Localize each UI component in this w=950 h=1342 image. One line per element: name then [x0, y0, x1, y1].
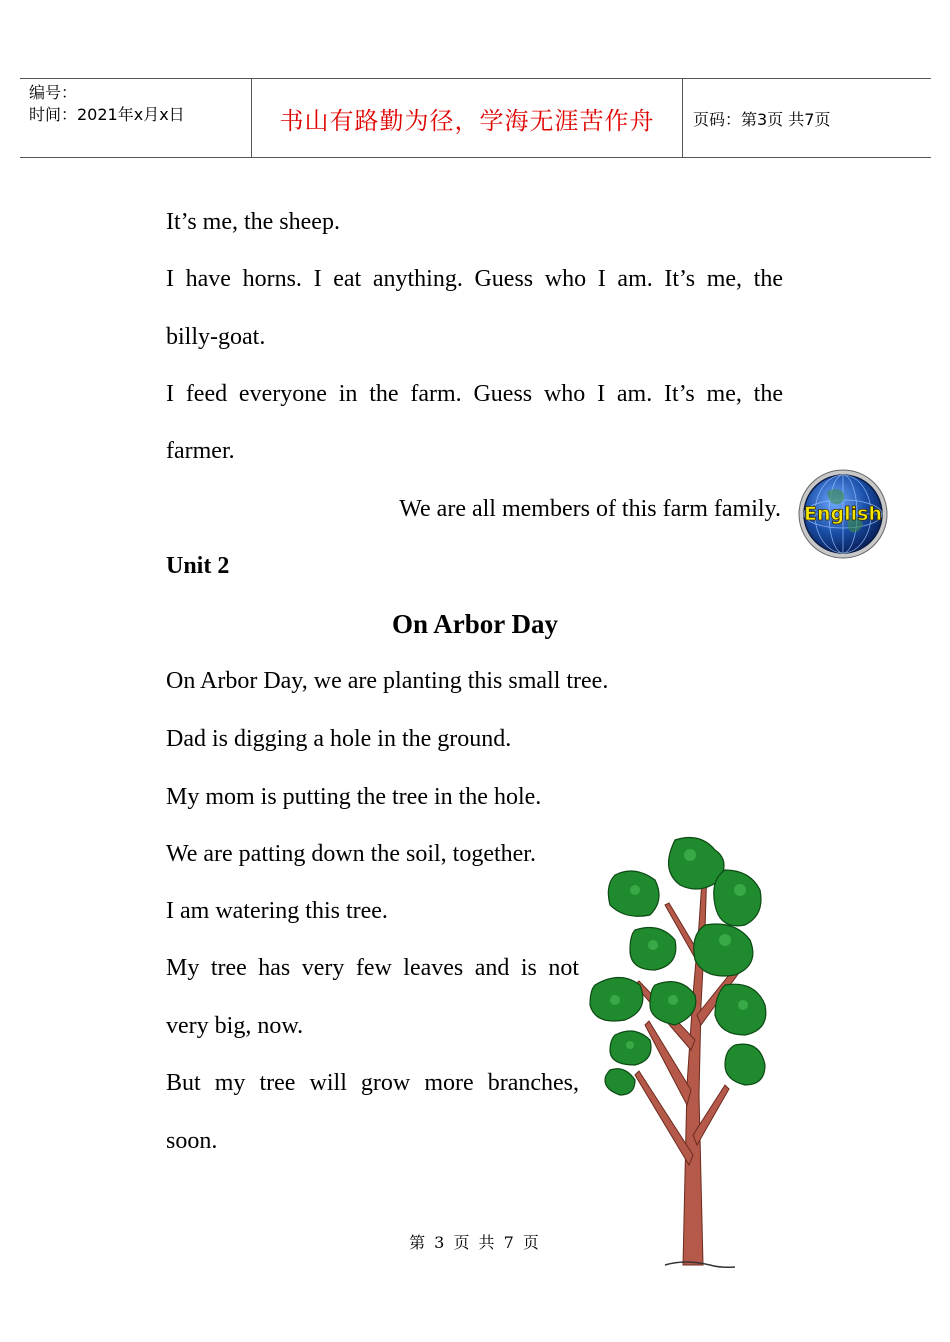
time-label: 时间：2021年x月x日	[29, 105, 185, 124]
text-line: farmer.	[166, 438, 235, 464]
header-page-info: 页码：第3页 共7页	[693, 109, 831, 129]
poem-line: But my tree will grow more branches,	[166, 1070, 579, 1096]
page-header	[20, 78, 931, 158]
unit-label: Unit 2	[166, 553, 230, 579]
poem-line: I am watering this tree.	[166, 898, 388, 924]
text-line: I have horns. I eat anything. Guess who I am. It’s me, the	[166, 266, 783, 292]
page-footer: 第 3 页 共 7 页	[409, 1233, 541, 1252]
globe-icon	[797, 468, 889, 560]
poem-line: My tree has very few leaves and is not	[166, 955, 579, 981]
number-label: 编号：	[29, 83, 78, 102]
poem-line: Dad is digging a hole in the ground.	[166, 726, 512, 752]
tree-icon	[575, 835, 800, 1270]
poem-line: My mom is putting the tree in the hole.	[166, 784, 542, 810]
poem-line: We are patting down the soil, together.	[166, 841, 536, 867]
header-motto: 书山有路勤为径，学海无涯苦作舟	[252, 79, 683, 157]
poem-line: very big, now.	[166, 1013, 304, 1039]
text-line: It’s me, the sheep.	[166, 209, 340, 235]
poem-title: On Arbor Day	[391, 609, 559, 639]
text-line: I feed everyone in the farm. Guess who I am. It’s me, the	[166, 381, 783, 407]
poem-line: On Arbor Day, we are planting this small tree.	[166, 668, 609, 694]
text-line: billy-goat.	[166, 324, 266, 350]
badge-text: English	[804, 503, 882, 525]
header-meta	[20, 79, 252, 157]
poem-line: soon.	[166, 1128, 218, 1154]
text-line-right: We are all members of this farm family.	[399, 496, 781, 522]
